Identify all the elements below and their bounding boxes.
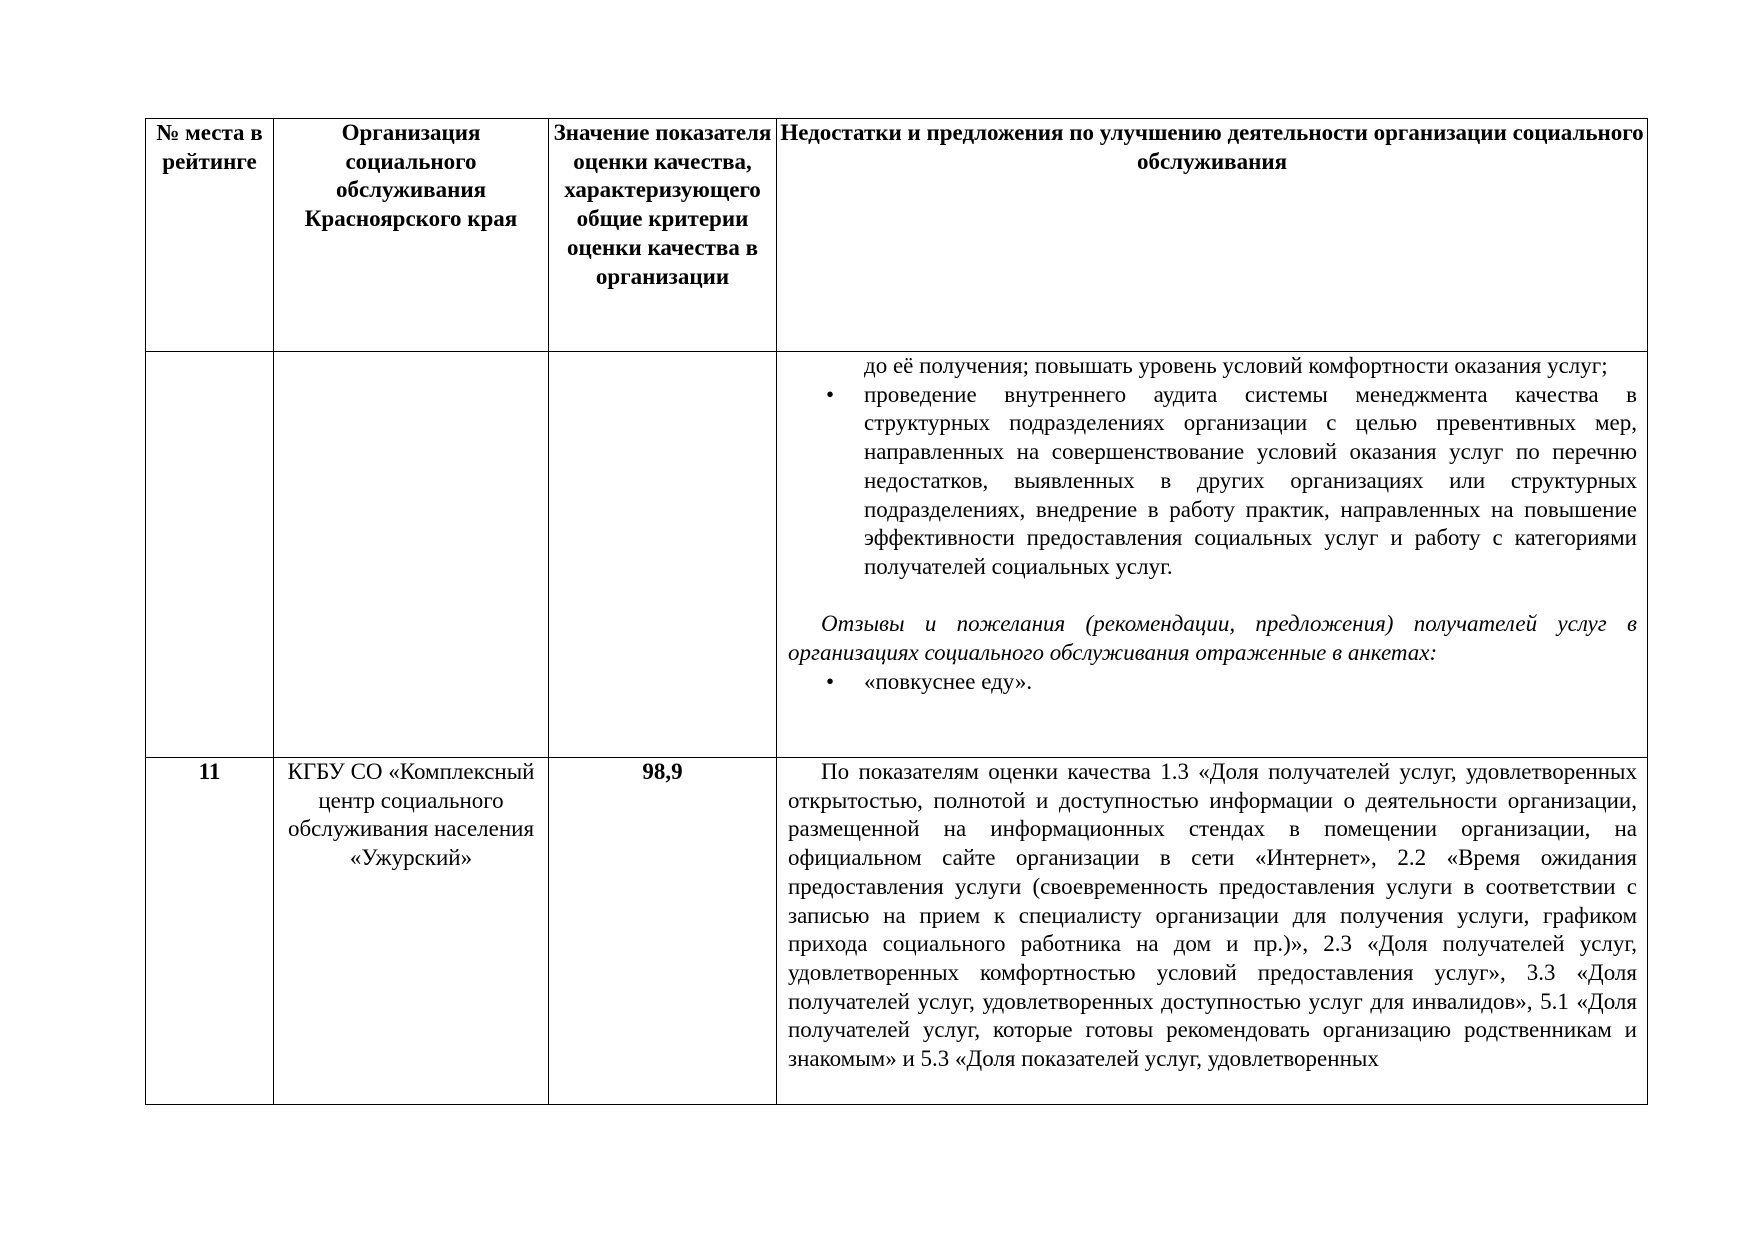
rating-table: [145, 118, 1648, 1105]
table-row-continued: [146, 352, 1648, 758]
list-item-feedback: • «повкуснее еду».: [864, 668, 1637, 697]
cell-value: 98,9: [549, 758, 777, 1105]
paragraph-gap: [788, 582, 1637, 611]
feedback-intro: Отзывы и пожелания (рекомендации, предложения) получателей услуг в организациях социального обслуживания отраженные в анкетах:: [788, 611, 1637, 666]
header-place: № места в рейтинге: [146, 119, 274, 352]
list-item-continuation: до её получения; повышать уровень условий комфортности оказания услуг;: [864, 353, 1608, 378]
cell-deficiencies: [777, 758, 1648, 1105]
table-header: [146, 119, 1648, 352]
table-row-11: [146, 758, 1648, 1105]
header-value: Значение показателя оценки качества, характеризующего общие критерии оценки качества в организации: [549, 119, 777, 352]
recommendation-list: [788, 352, 1637, 582]
cell-place-empty: [146, 352, 274, 758]
header-deficiencies: Недостатки и предложения по улучшению деятельности организации социального обслуживания: [777, 119, 1648, 352]
list-item-audit: • проведение внутреннего аудита системы менеджмента качества в структурных подразделениях организации с целью превентивных мер, направленных на совершенствование условий оказания услуг по перечню недостатков, выявленных в других организациях или структурных подразделениях, внедрение в работу практик, направленных на повышение эффективности предоставления социальных услуг и работу с категориями получателей социальных услуг.: [864, 381, 1637, 582]
feedback-list: [788, 668, 1637, 697]
cell-deficiencies-continued: [777, 352, 1648, 758]
cell-organization: КГБУ СО «Комплексный центр социального обслуживания населения «Ужурский»: [274, 758, 549, 1105]
deficiencies-paragraph: По показателям оценки качества 1.3 «Доля получателей услуг, удовлетворенных открытостью, полнотой и доступностью информации о деятельности организации, размещенной на информационных стендах в помещении организации, на официальном сайте организации в сети «Интернет», 2.2 «Время ожидания предоставления услуги (своевременность предоставления услуги в соответствии с записью на прием к специалисту организации для получения услуги, графиком прихода социального работника на дом и пр.)», 2.3 «Доля получателей услуг, удовлетворенных комфортностью условий предоставления услуг», 3.3 «Доля получателей услуг, удовлетворенных доступностью услуг для инвалидов», 5.1 «Доля получателей услуг, которые готовы рекомендовать организацию родственникам и знакомым» и 5.3 «Доля показателей услуг, удовлетворенных: [788, 759, 1637, 1072]
header-organization: Организация социального обслуживания Красноярского края: [274, 119, 549, 352]
cell-place: 11: [146, 758, 274, 1105]
cell-value-empty: [549, 352, 777, 758]
cell-organization-empty: [274, 352, 549, 758]
